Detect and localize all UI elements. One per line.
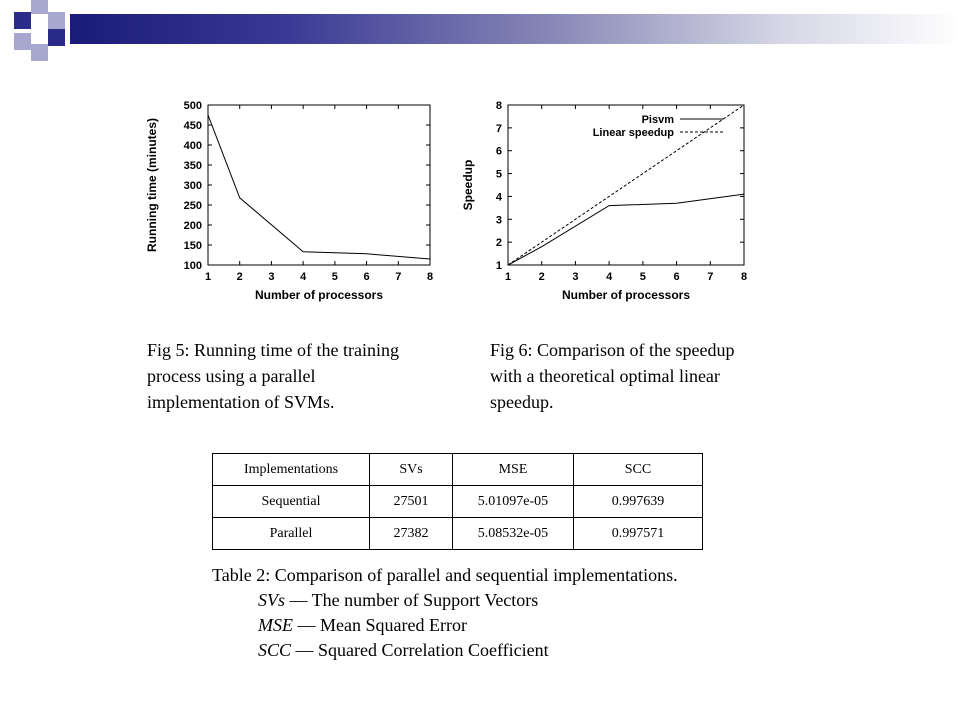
y-tick-label: 500 bbox=[183, 100, 202, 112]
table-cell: 0.997571 bbox=[574, 518, 703, 550]
series-line-0 bbox=[208, 115, 430, 259]
deco-square-2 bbox=[31, 0, 48, 14]
x-axis-label: Number of processors bbox=[254, 288, 384, 302]
y-tick-label: 8 bbox=[495, 100, 502, 112]
fig5-chart bbox=[140, 95, 434, 315]
deco-square-5 bbox=[31, 44, 48, 61]
x-tick-label: 7 bbox=[395, 271, 402, 283]
def-abbr: MSE bbox=[258, 615, 293, 635]
table-caption-title: Table 2: Comparison of parallel and sequential implementations. bbox=[212, 565, 678, 585]
table-header-cell: Implementations bbox=[213, 454, 370, 486]
table-row bbox=[213, 486, 703, 518]
y-tick-label: 250 bbox=[183, 200, 202, 212]
fig5-caption: Fig 5: Running time of the training process using a parallel implementation of SVMs. bbox=[147, 340, 399, 412]
fig6-caption: Fig 6: Comparison of the speedup with a theoretical optimal linear speedup. bbox=[490, 340, 735, 412]
def-text: — The number of Support Vectors bbox=[285, 590, 539, 610]
deco-square-4 bbox=[14, 33, 31, 50]
x-tick-label: 2 bbox=[538, 271, 545, 283]
y-tick-label: 100 bbox=[183, 260, 202, 272]
y-tick-label: 6 bbox=[495, 145, 502, 158]
table-cell: 5.08532e-05 bbox=[453, 518, 574, 550]
y-tick-label: 4 bbox=[495, 191, 502, 204]
table-caption-def bbox=[212, 613, 678, 638]
table-cell: Sequential bbox=[213, 486, 370, 518]
deco-square-1 bbox=[14, 12, 31, 29]
y-tick-label: 2 bbox=[495, 237, 502, 250]
table-header-row bbox=[213, 454, 703, 486]
table-caption-def bbox=[212, 638, 678, 663]
y-tick-label: 5 bbox=[495, 168, 502, 181]
y-tick-label: 400 bbox=[183, 140, 202, 152]
x-tick-label: 2 bbox=[236, 271, 243, 283]
legend-label: Linear speedup bbox=[592, 127, 674, 139]
x-axis-label: Number of processors bbox=[561, 288, 691, 302]
def-text: — Squared Correlation Coefficient bbox=[291, 640, 549, 660]
x-tick-label: 4 bbox=[300, 271, 307, 283]
table-cell: 27382 bbox=[370, 518, 453, 550]
y-axis-label: Running time (minutes) bbox=[145, 118, 159, 252]
x-tick-label: 1 bbox=[204, 271, 212, 283]
y-tick-label: 450 bbox=[183, 120, 202, 132]
y-tick-label: 150 bbox=[183, 240, 202, 252]
legend-label: Pisvm bbox=[641, 114, 674, 126]
y-tick-label: 3 bbox=[495, 214, 502, 227]
y-axis-label: Speedup bbox=[461, 159, 475, 211]
x-tick-label: 4 bbox=[606, 271, 613, 283]
y-tick-label: 300 bbox=[183, 180, 202, 192]
table-cell: Parallel bbox=[213, 518, 370, 550]
fig6-chart bbox=[452, 95, 752, 315]
x-tick-label: 3 bbox=[268, 271, 275, 283]
x-tick-label: 3 bbox=[572, 271, 579, 283]
y-tick-label: 1 bbox=[495, 260, 502, 272]
x-tick-label: 6 bbox=[673, 271, 680, 283]
table-caption bbox=[212, 563, 678, 663]
table-cell: 27501 bbox=[370, 486, 453, 518]
x-tick-label: 7 bbox=[707, 271, 714, 283]
table-header-cell: SCC bbox=[574, 454, 703, 486]
def-text: — Mean Squared Error bbox=[293, 615, 467, 635]
table-cell: 5.01097e-05 bbox=[453, 486, 574, 518]
plot-frame bbox=[208, 105, 430, 265]
x-tick-label: 6 bbox=[363, 271, 370, 283]
x-tick-label: 5 bbox=[331, 271, 338, 283]
table-row bbox=[213, 518, 703, 550]
table-header-cell: MSE bbox=[453, 454, 574, 486]
table-cell: 0.997639 bbox=[574, 486, 703, 518]
table-caption-def bbox=[212, 588, 678, 613]
table-header-cell: SVs bbox=[370, 454, 453, 486]
x-tick-label: 8 bbox=[426, 271, 434, 283]
deco-square-6 bbox=[48, 29, 65, 46]
header-banner bbox=[70, 14, 960, 44]
series-line-0 bbox=[508, 194, 744, 265]
results-table bbox=[212, 453, 703, 550]
y-tick-label: 7 bbox=[495, 122, 502, 135]
def-abbr: SVs bbox=[258, 590, 285, 610]
x-tick-label: 8 bbox=[740, 271, 748, 283]
x-tick-label: 1 bbox=[504, 271, 512, 283]
y-tick-label: 350 bbox=[183, 160, 202, 172]
deco-square-3 bbox=[48, 12, 65, 29]
y-tick-label: 200 bbox=[183, 220, 202, 232]
x-tick-label: 5 bbox=[639, 271, 646, 283]
def-abbr: SCC bbox=[258, 640, 292, 660]
